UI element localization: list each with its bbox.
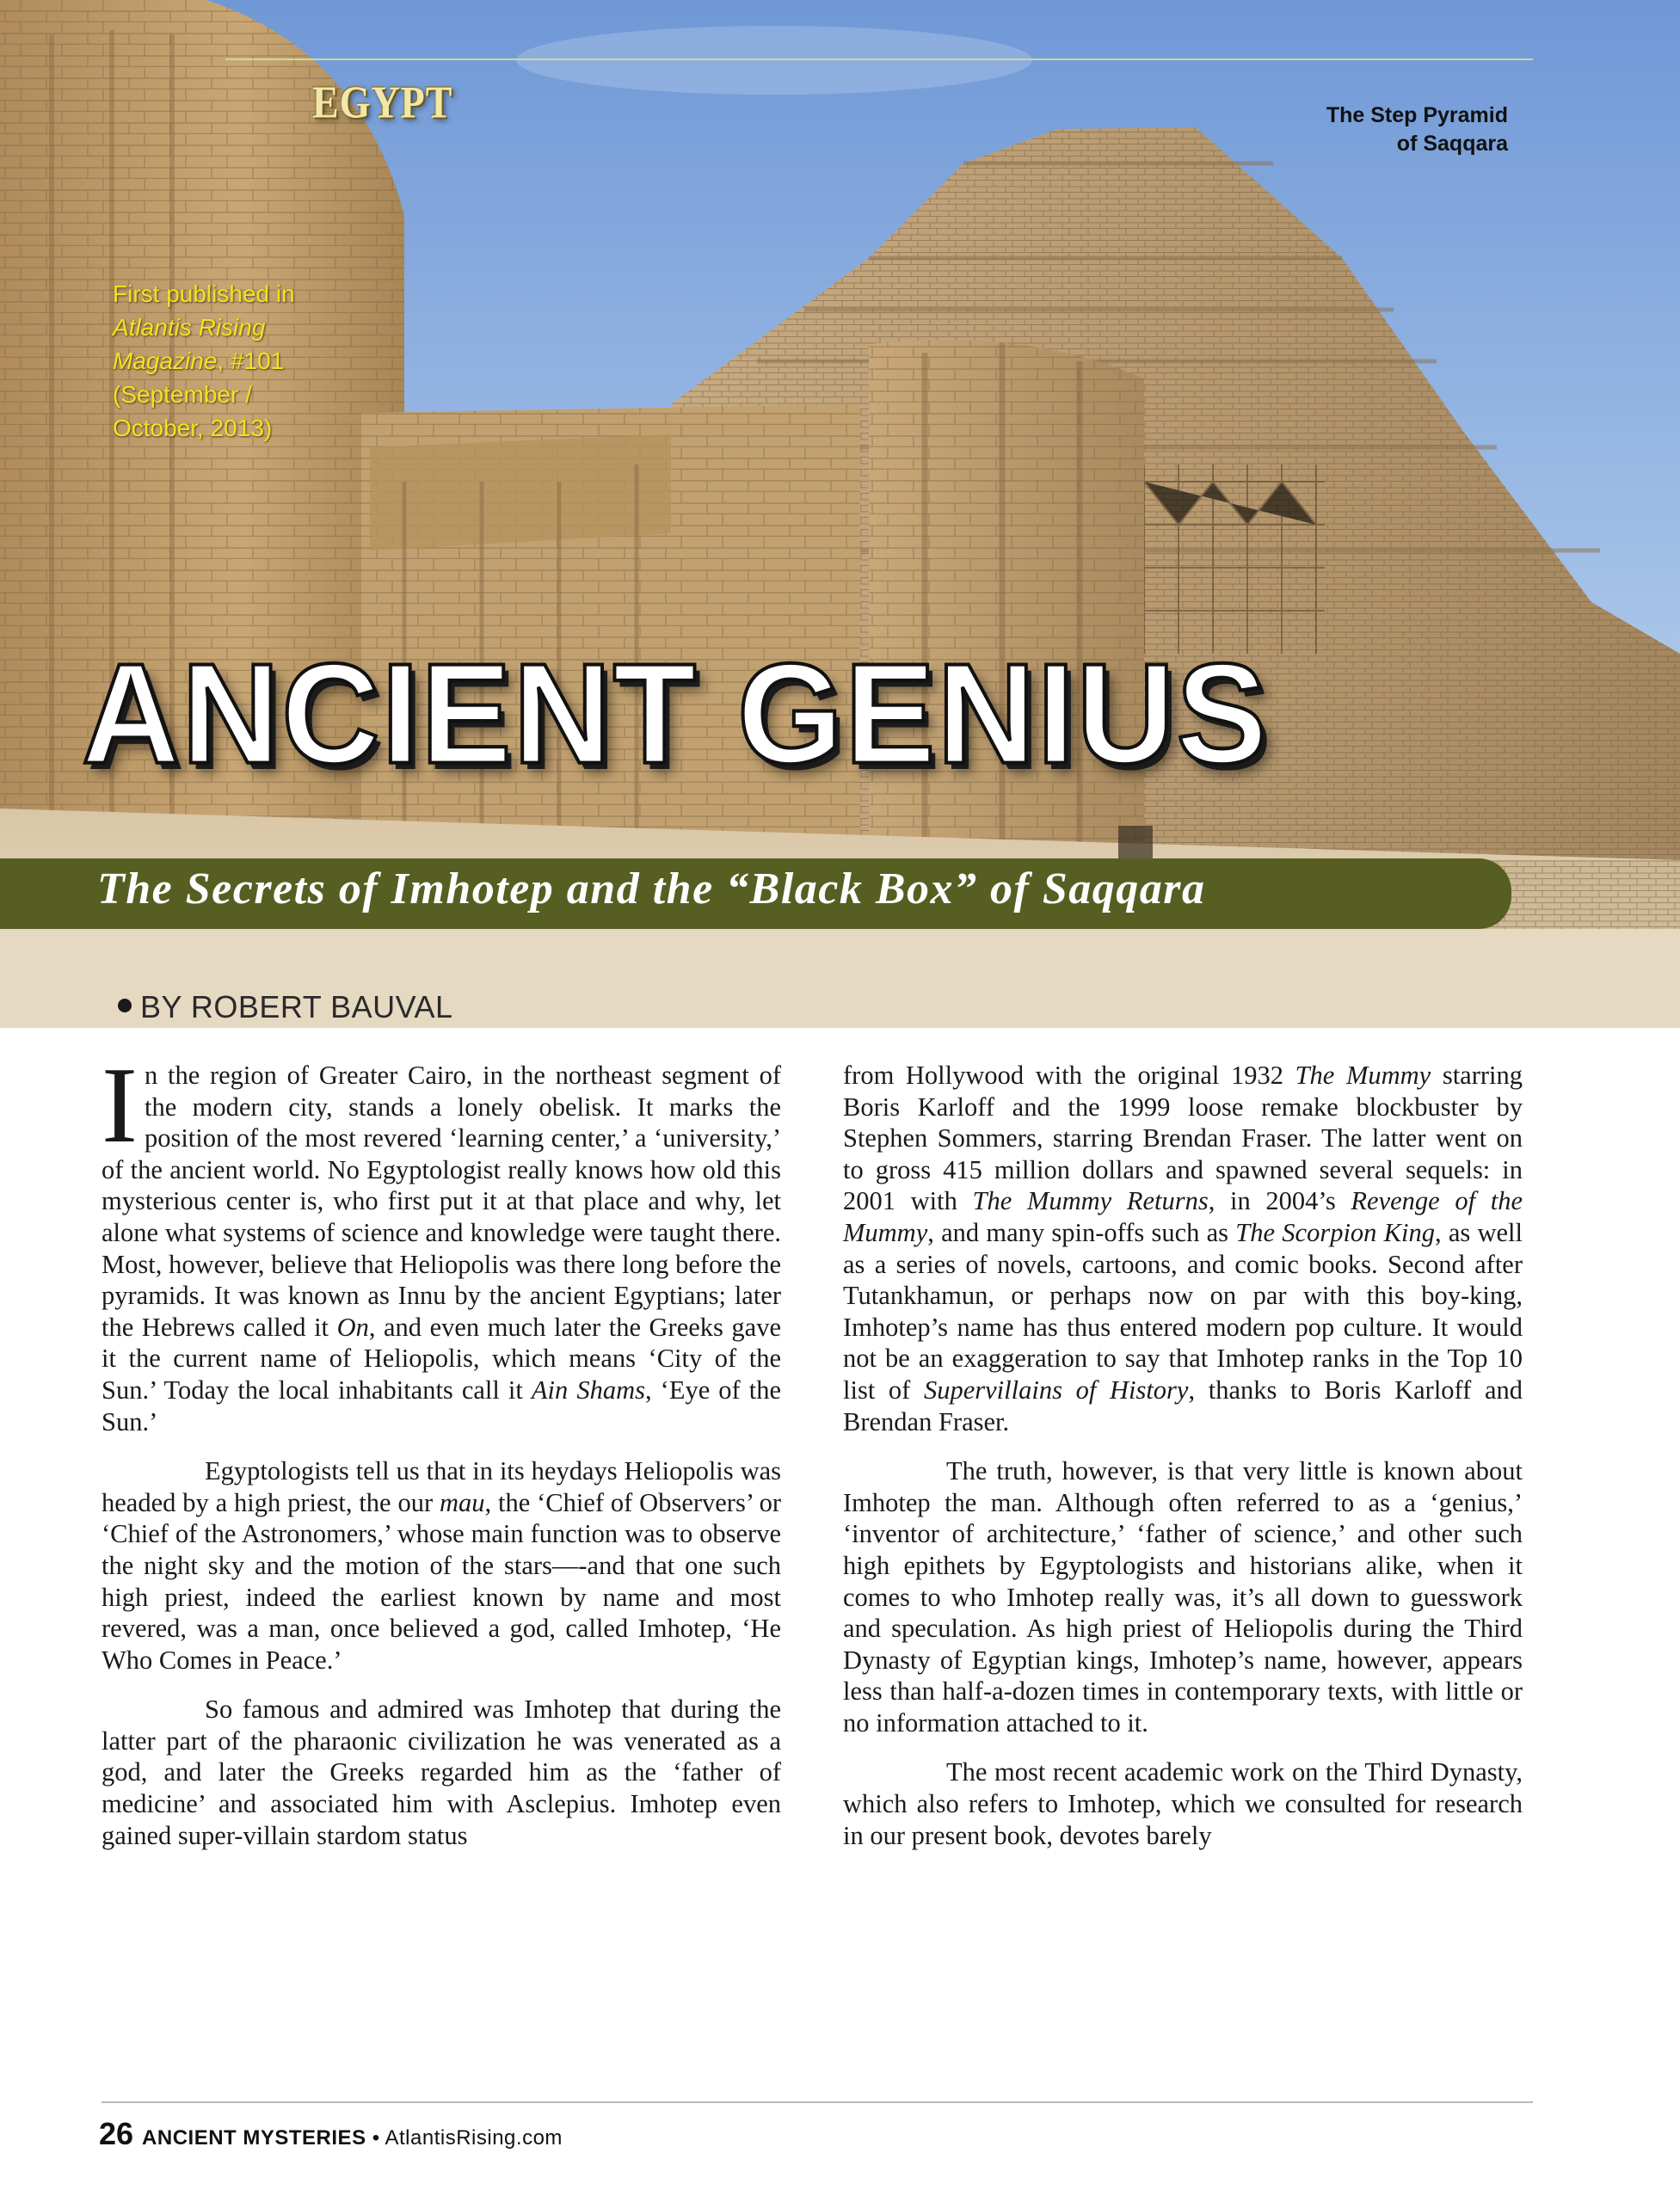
text-run: , in 2004’s: [1208, 1186, 1351, 1216]
hero-photo: [0, 0, 1680, 1028]
footer-rule: [102, 2101, 1533, 2103]
paragraph: [843, 1060, 1523, 1437]
publication-note: [113, 277, 336, 445]
paragraph: [102, 1694, 781, 1851]
paragraph: [843, 1455, 1523, 1738]
italic-run: mau: [439, 1487, 485, 1517]
text-run: from Hollywood with the original 1932: [843, 1061, 1295, 1090]
italic-run: The Mummy: [1295, 1061, 1431, 1090]
website: AtlantisRising.com: [385, 2126, 563, 2150]
paragraph: [102, 1455, 781, 1676]
publication-note-line: [113, 344, 336, 378]
paragraph: [102, 1046, 782, 1437]
article-title: ANCIENT GENIUS: [82, 634, 1269, 794]
publication-note-line: First published in: [113, 280, 295, 307]
magazine-title: ANCIENT MYSTERIES: [142, 2126, 366, 2150]
publication-note-line: [113, 311, 336, 344]
bullet-icon: [118, 999, 132, 1012]
text-run: Egyptologists tell us that in its heydays Heliopolis was headed by a high priest, the our: [102, 1456, 781, 1517]
italic-run: Ain Shams: [531, 1375, 645, 1405]
magazine-name: Magazine: [113, 348, 218, 374]
italic-run: Revenge of the Mummy: [843, 1186, 1523, 1247]
issue-number: , #101: [217, 348, 285, 374]
article-column-left: [102, 1046, 782, 1869]
text-run: , thanks to Boris Karloff and Brendan Fraser.: [843, 1375, 1523, 1436]
italic-run: The Scorpion King: [1235, 1217, 1435, 1247]
page-number: 26: [99, 2116, 134, 2151]
photo-caption: [1326, 101, 1508, 158]
text-run: , and many spin-offs such as: [927, 1217, 1236, 1247]
article-column-right: [843, 1060, 1523, 1869]
byline: [118, 989, 452, 1025]
section-tag: EGYPT: [312, 77, 453, 127]
italic-run: On: [336, 1312, 369, 1342]
photo-caption-line: of Saqqara: [1396, 132, 1508, 156]
article-subtitle: The Secrets of Imhotep and the “Black Box” of Saqqara: [97, 864, 1206, 913]
publication-note-line: October, 2013): [113, 415, 273, 441]
header-rule: [225, 58, 1533, 60]
text-run: , as well as a series of novels, cartoons, and comic books. Second after Tutankhamun, or perhaps now on par with this boy-king, Imhotep’s name has thus entered modern pop culture. It would not be an exaggeration to say that Imhotep ranks in the Top 10 list of: [843, 1217, 1523, 1405]
drop-cap: I: [102, 1046, 138, 1166]
italic-run: The Mummy Returns: [972, 1186, 1209, 1216]
text-run: , ‘Eye of the Sun.’: [102, 1375, 782, 1436]
text-run: n the region of Greater Cairo, in the northeast segment of the modern city, stands a lonely obelisk. It marks the position of the most revered ‘learning center,’ a ‘university,’ of the ancient world. No Egyptologist really knows how old this mysterious center is, who first put it at that place and why, let alone what systems of science and knowledge were taught there. Most, however, believe that Heliopolis was there long before the pyramids. It was known as Innu by the ancient Egyptians; later the Hebrews called it: [102, 1061, 781, 1342]
text-run: , the ‘Chief of Observers’ or ‘Chief of the Astronomers,’ whose main function was to observe the night sky and the motion of the stars—-and that one such high priest, indeed the earliest known by name and most revered, was a man, once believed a god, called Imhotep, ‘He Who Comes in Peace.’: [102, 1487, 781, 1675]
text-run: The most recent academic work on the Third Dynasty, which also refers to Imhotep, which we consulted for research in our present book, devotes barely: [843, 1757, 1523, 1850]
text-run: The truth, however, is that very little is known about Imhotep the man. Although often referred to as a ‘genius,’ ‘inventor of architecture,’ ‘father of science,’ and other such high epithets by Egyptologists and historians alike, when it comes to who Imhotep really was, it’s all down to guesswork and speculation. As high priest of Heliopolis during the Third Dynasty of Egyptian kings, Imhotep’s name, however, appears less than half-a-dozen times in contemporary texts, with little or no information attached to it.: [843, 1456, 1523, 1738]
text-run: starring Boris Karloff and the 1999 loose remake blockbuster by Stephen Sommers, starring Brendan Fraser. The latter went on to gross 415 million dollars and spawned several sequels: in 2001 with: [843, 1061, 1523, 1216]
italic-run: Supervillains of History: [923, 1375, 1189, 1405]
author: BY ROBERT BAUVAL: [140, 989, 453, 1024]
publication-note-line: (September /: [113, 381, 252, 408]
magazine-name: Atlantis Rising: [113, 314, 266, 341]
text-run: , and even much later the Greeks gave it the current name of Heliopolis, which means ‘City of the Sun.’ Today the local inhabitants call it: [102, 1312, 782, 1405]
paragraph: [843, 1756, 1523, 1851]
page-footer: [99, 2116, 563, 2152]
text-run: So famous and admired was Imhotep that during the latter part of the pharaonic civilization he was venerated as a god, and later the Greeks regarded him as the ‘father of medicine’ and associated him with Asclepius. Imhotep even gained super-villain stardom status: [102, 1695, 781, 1850]
photo-caption-line: The Step Pyramid: [1326, 103, 1508, 127]
footer-separator: •: [366, 2126, 385, 2150]
